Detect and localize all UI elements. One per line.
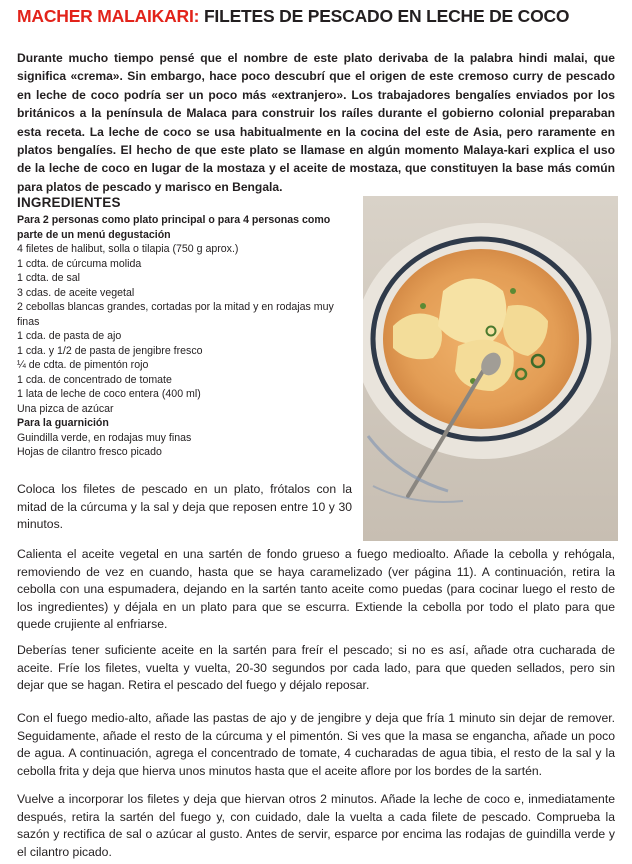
- ingredients-list: [17, 213, 352, 460]
- ingredient-item: 1 cdta. de sal: [17, 272, 81, 284]
- fish-fillet-1: [393, 314, 442, 360]
- ingredient-item: Guindilla verde, en rodajas muy finas: [17, 431, 192, 444]
- ingredient-item: 1 cdta. de cúrcuma molida: [17, 257, 142, 270]
- ingredient-item: 1 cda. y 1/2 de pasta de jengibre fresco: [17, 344, 203, 357]
- ingredients-heading: INGREDIENTES: [17, 195, 121, 210]
- step-5: Vuelve a incorporar los filetes y deja que hiervan otros 2 minutos. Añade la leche de coco e, inmediatamente después, retira la sartén del fuego y, con cuidado, dale la vuelta a cada filete de pescado. Comprueba la sazón y rectifica de sal o azúcar al gusto. Antes de servir, esparce por encima las rodajas de guindilla verde y el cilantro picado.: [17, 792, 615, 859]
- curry-bowl-image: [363, 196, 618, 541]
- step-1: Coloca los filetes de pescado en un plato, frótalos con la mitad de la cúrcuma y la sal y deja que reposen entre 10 y 30 minutos.: [17, 482, 352, 531]
- cilantro-leaf-1: [420, 303, 426, 309]
- ingredient-item: 4 filetes de halibut, solla o tilapia (750 g aprox.): [17, 243, 239, 255]
- ingredient-item: 1 cda. de pasta de ajo: [17, 330, 122, 342]
- ingredient-item: 3 cdas. de aceite vegetal: [17, 286, 135, 299]
- ingredient-item: ¼ de cdta. de pimentón rojo: [17, 359, 149, 371]
- ingredient-item: Una pizca de azúcar: [17, 402, 114, 415]
- recipe-title-rest: FILETES DE PESCADO EN LECHE DE COCO: [199, 6, 570, 26]
- step-3: Deberías tener suficiente aceite en la sartén para freír el pescado; si no es así, añade otra cucharada de aceite. Fríe los filetes, vuelta y vuelta, 20-30 segundos por cada lado, para que queden sellados, pero sin dejar que se hagan. Retira el pescado del fuego y déjalo reposar.: [17, 643, 615, 692]
- recipe-intro: Durante mucho tiempo pensé que el nombre de este plato derivaba de la palabra hindi malai, que significa «crema». Sin embargo, hace poco descubrí que el origen de este cremoso curry de pescado en leche de coco podría ser un poco más «extranjero». Los trabajadores bengalíes enviados por los británicos a la península de Malaca para construir los raíles durante el gobierno colonial preparaban esta receta. La leche de coco se usa habitualmente en la cocina del este de Asia, pero raramente en platos bengalíes. El hecho de que este plato se llamase en algún momento Malaya-kari explica el uso de la leche de coco en lugar de la mostaza y el aceite de mostaza, que constituyen la base más común para platos de pescado y marisco en Bengala.: [17, 51, 615, 194]
- recipe-title-highlight: MACHER MALAIKARI:: [17, 6, 200, 26]
- ingredient-subheading: Para 2 personas como plato principal o para 4 personas como parte de un menú degustación: [17, 214, 331, 241]
- ingredient-item: 1 lata de leche de coco entera (400 ml): [17, 388, 201, 400]
- ingredient-subheading: Para la guarnición: [17, 417, 109, 429]
- cilantro-leaf-2: [510, 288, 516, 294]
- recipe-title: [17, 6, 617, 27]
- curry-bowl-photo: [363, 196, 618, 541]
- ingredient-item: 2 cebollas blancas grandes, cortadas por la mitad y en rodajas muy finas: [17, 301, 334, 328]
- ingredient-item: Hojas de cilantro fresco picado: [17, 446, 162, 458]
- fish-fillet-2: [438, 279, 506, 344]
- ingredient-item: 1 cda. de concentrado de tomate: [17, 373, 172, 386]
- step-2: Calienta el aceite vegetal en una sartén de fondo grueso a fuego medioalto. Añade la cebolla y rehógala, removiendo de vez en cuando, hasta que se haya caramelizado (ver página 11). A continuación, retira la cebolla con una espumadera, dejando en la sartén tanto aceite como puedas (para cocinar luego el resto de los ingredientes) y déjala en un plato para que se escurra. Extiende la cebolla por todo el plato para que quede crujiente al enfriarse.: [17, 547, 615, 631]
- step-4: Con el fuego medio-alto, añade las pastas de ajo y de jengibre y deja que fría 1 minuto sin dejar de remover. Seguidamente, añade el resto de la cúrcuma y el pimentón. Si ves que la masa se engancha, añade un poco de agua. A continuación, agrega el concentrado de tomate, 4 cucharadas de agua tibia, el resto de la sal y la cebolla frita y deja que hierva unos minutos hasta que el aceite aflore por los bordes de la sartén.: [17, 711, 615, 778]
